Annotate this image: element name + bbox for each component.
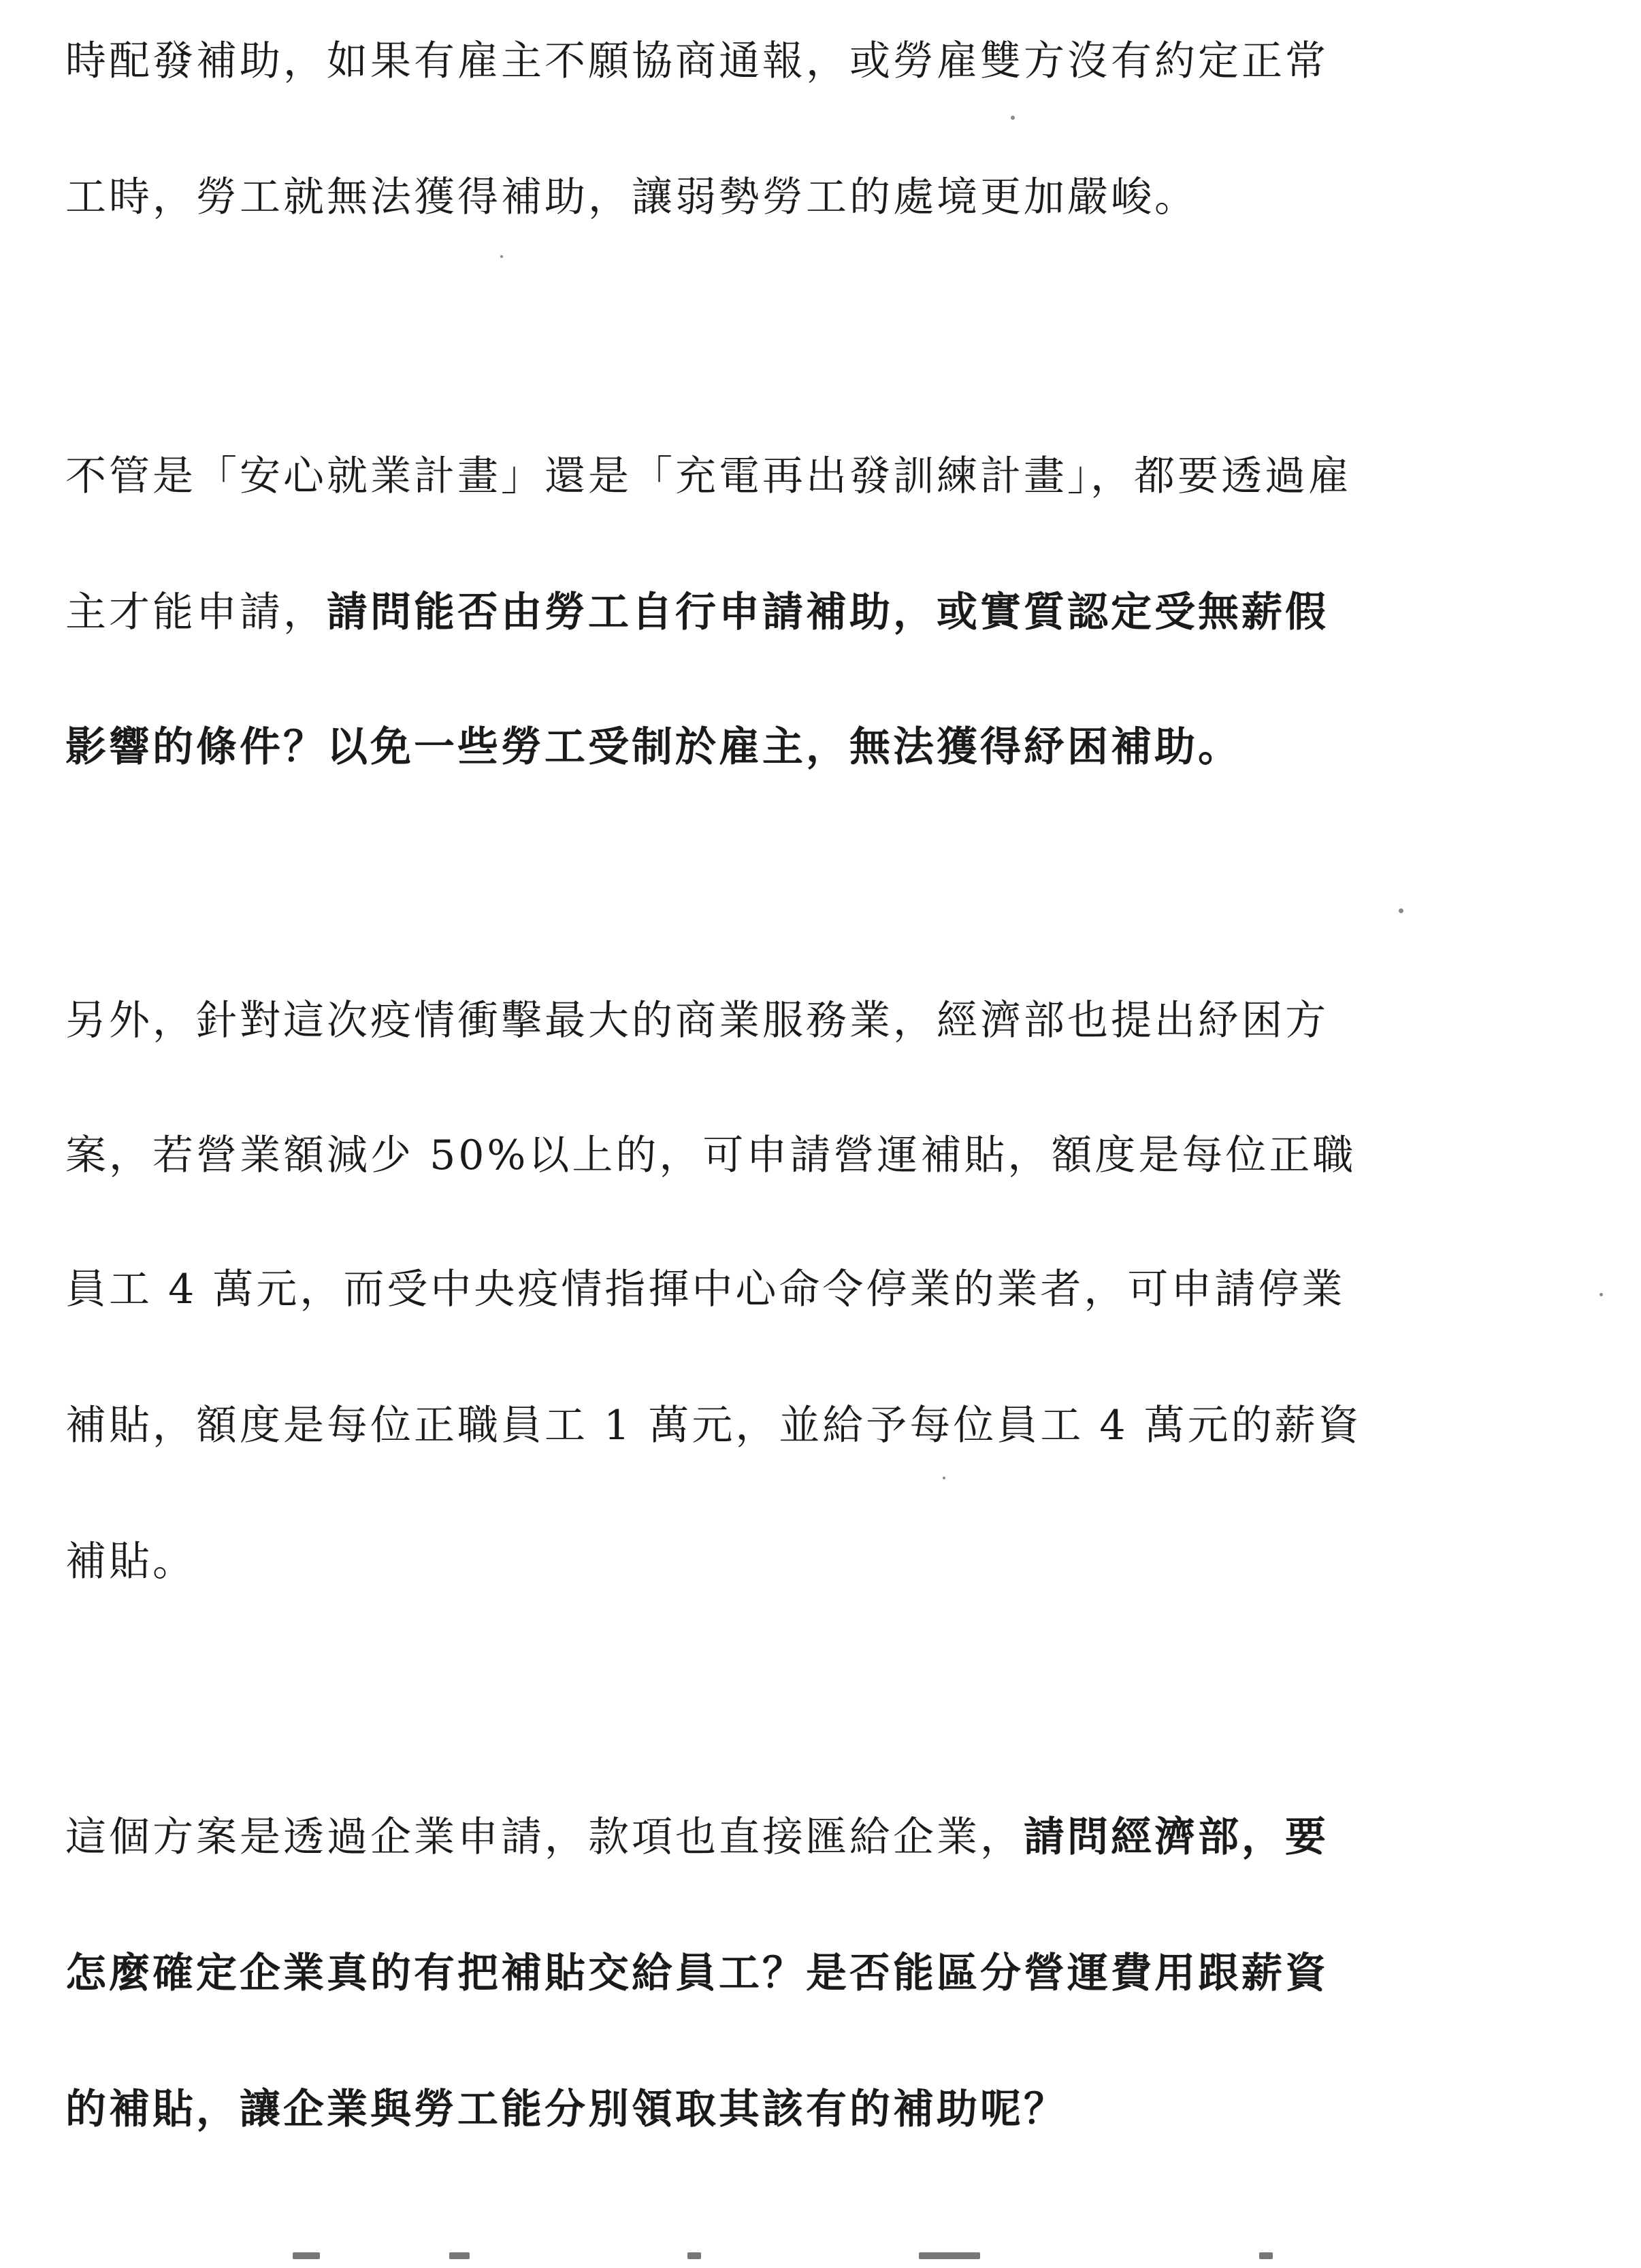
- paragraph-3-line-4: [65, 1398, 1362, 1453]
- paragraph-4-line-2: [65, 1946, 1329, 2001]
- text-segment: 主才能申請，: [65, 589, 327, 636]
- text-segment: 員工 4 萬元，而受中央疫情指揮中心命令停業的業者，可申請停業: [65, 1266, 1346, 1313]
- paragraph-1-line-1: [65, 34, 1329, 88]
- bold-question-segment: 影響的條件？以免一些勞工受制於雇主，無法獲得紓困補助。: [65, 723, 1241, 771]
- paragraph-1-line-2: [65, 170, 1198, 225]
- bold-question-segment: 怎麼確定企業真的有把補貼交給員工？是否能區分營運費用跟薪資: [65, 1950, 1329, 1997]
- scan-speck: [1599, 1293, 1603, 1296]
- bold-question-segment: 請問經濟部，要: [1024, 1813, 1329, 1861]
- paragraph-3-line-2: [65, 1128, 1356, 1183]
- paragraph-4-line-1: [65, 1810, 1329, 1864]
- text-segment: 不管是「安心就業計畫」還是「充電再出發訓練計畫」，都要透過雇: [65, 453, 1352, 500]
- text-segment: 另外，針對這次疫情衝擊最大的商業服務業，經濟部也提出紓困方: [65, 997, 1329, 1045]
- text-segment: 案，若營業額減少 50%以上的，可申請營運補貼，額度是每位正職: [65, 1132, 1356, 1179]
- paragraph-4-line-3: [65, 2082, 1067, 2137]
- scan-speck: [500, 255, 503, 258]
- text-segment: 補貼，額度是每位正職員工 1 萬元，並給予每位員工 4 萬元的薪資: [65, 1402, 1362, 1449]
- text-segment: 時配發補助，如果有雇主不願協商通報，或勞雇雙方沒有約定正常: [65, 37, 1329, 85]
- cut-off-next-line-marks: [272, 2246, 1293, 2268]
- bold-question-segment: 的補貼，讓企業與勞工能分別領取其該有的補助呢？: [65, 2086, 1067, 2133]
- scan-speck: [1011, 116, 1015, 120]
- text-segment: 工時，勞工就無法獲得補助，讓弱勢勞工的處境更加嚴峻。: [65, 174, 1198, 221]
- text-segment: 補貼。: [65, 1538, 196, 1585]
- paragraph-2-line-1: [65, 449, 1352, 504]
- scan-speck: [1399, 908, 1403, 913]
- bold-question-segment: 請問能否由勞工自行申請補助，或實質認定受無薪假: [327, 589, 1329, 636]
- scan-speck: [943, 1477, 945, 1479]
- paragraph-3-line-1: [65, 993, 1329, 1048]
- paragraph-3-line-5: [65, 1534, 196, 1589]
- paragraph-2-line-3: [65, 720, 1241, 774]
- paragraph-2-line-2: [65, 585, 1329, 640]
- paragraph-3-line-3: [65, 1262, 1345, 1317]
- text-segment: 這個方案是透過企業申請，款項也直接匯給企業，: [65, 1813, 1024, 1861]
